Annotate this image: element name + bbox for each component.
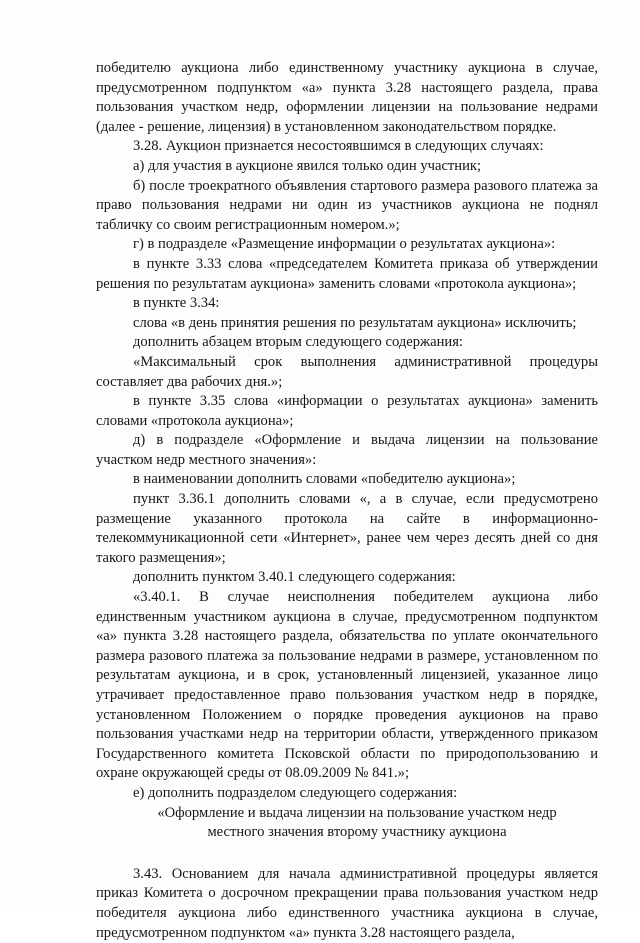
paragraph-g: г) в подразделе «Размещение информации о результатах аукциона»: xyxy=(133,236,556,253)
paragraph-3-28: 3.28. Аукцион признается несостоявшимся в следующих случаях: xyxy=(133,138,544,155)
paragraph-3-40-1: «3.40.1. В случае неисполнения победителем аукциона либо единственным участником аукциона в случае, предусмотренном подпунктом «а» пункта 3.28 настоящего раздела, обязательства по уплате окончательного размера разового платежа за пользование недрами в размере, установленном по результатам аукциона, и в срок, установленный лицензией, указанное лицо утрачивает предоставленное право пользования участком недр в порядке, установленном Положением о порядке проведения аукционов на право пользования участками недр на территории области, утвержденного приказом Государственного комитета Псковской области по природопользованию и охране окружающей среды от 08.09.2009 № 841.»; xyxy=(96,589,598,782)
paragraph-3-28-a: а) для участия в аукционе явился только один участник; xyxy=(133,157,482,174)
paragraph-d: д) в подразделе «Оформление и выдача лицензии на пользование участком недр местного значения»: xyxy=(96,432,598,468)
paragraph-3-43: 3.43. Основанием для начала административной процедуры является приказ Комитета о досрочном прекращении права пользования участком недр победителя аукциона либо единственного участника аукциона в случае, предусмотренном подпунктом «а» пункта 3.28 настоящего раздела, xyxy=(96,865,598,941)
section-title-line1: «Оформление и выдача лицензии на пользование участком недр xyxy=(157,804,557,821)
paragraph-e: е) дополнить подразделом следующего содержания: xyxy=(133,784,458,801)
paragraph-3-28-b: б) после троекратного объявления стартового размера разового платежа за право пользования недрами ни один из участников аукциона не поднял табличку со своим регистрационным номером.»; xyxy=(96,177,598,233)
spacer xyxy=(96,843,598,865)
paragraph-3-33: в пункте 3.33 слова «председателем Комитета приказа об утверждении решения по результатам аукциона» заменить словами «протокола аукциона»; xyxy=(96,255,598,292)
paragraph-max-term: «Максимальный срок выполнения административной процедуры составляет два рабочих дня.»; xyxy=(96,353,598,390)
paragraph-3-34-words: слова «в день принятия решения по результатам аукциона» исключить; xyxy=(133,314,577,331)
section-title-line2: местного значения второму участнику аукциона xyxy=(207,824,507,841)
paragraph-title-add: в наименовании дополнить словами «победителю аукциона»; xyxy=(133,471,516,488)
paragraph-3-40-1-intro: дополнить пунктом 3.40.1 следующего содержания: xyxy=(133,569,456,586)
paragraph-continuation: победителю аукциона либо единственному участнику аукциона в случае, предусмотренном подпунктом «а» пункта 3.28 настоящего раздела, права пользования участком недр, оформлении лицензии на пользование недрами (далее - решение, лицензия) в установленном законодательством порядке. xyxy=(96,60,598,135)
paragraph-3-36-1: пункт 3.36.1 дополнить словами «, а в случае, если предусмотрено размещение указанного протокола на сайте в информационно-телекоммуникационной сети «Интернет», ранее чем через десять дней со дня такого размещения»; xyxy=(96,491,598,566)
document-body xyxy=(96,59,598,943)
paragraph-3-34-add: дополнить абзацем вторым следующего содержания: xyxy=(133,334,463,351)
paragraph-3-34: в пункте 3.34: xyxy=(133,295,220,312)
paragraph-3-35: в пункте 3.35 слова «информации о результатах аукциона» заменить словами «протокола аукциона»; xyxy=(96,393,598,429)
